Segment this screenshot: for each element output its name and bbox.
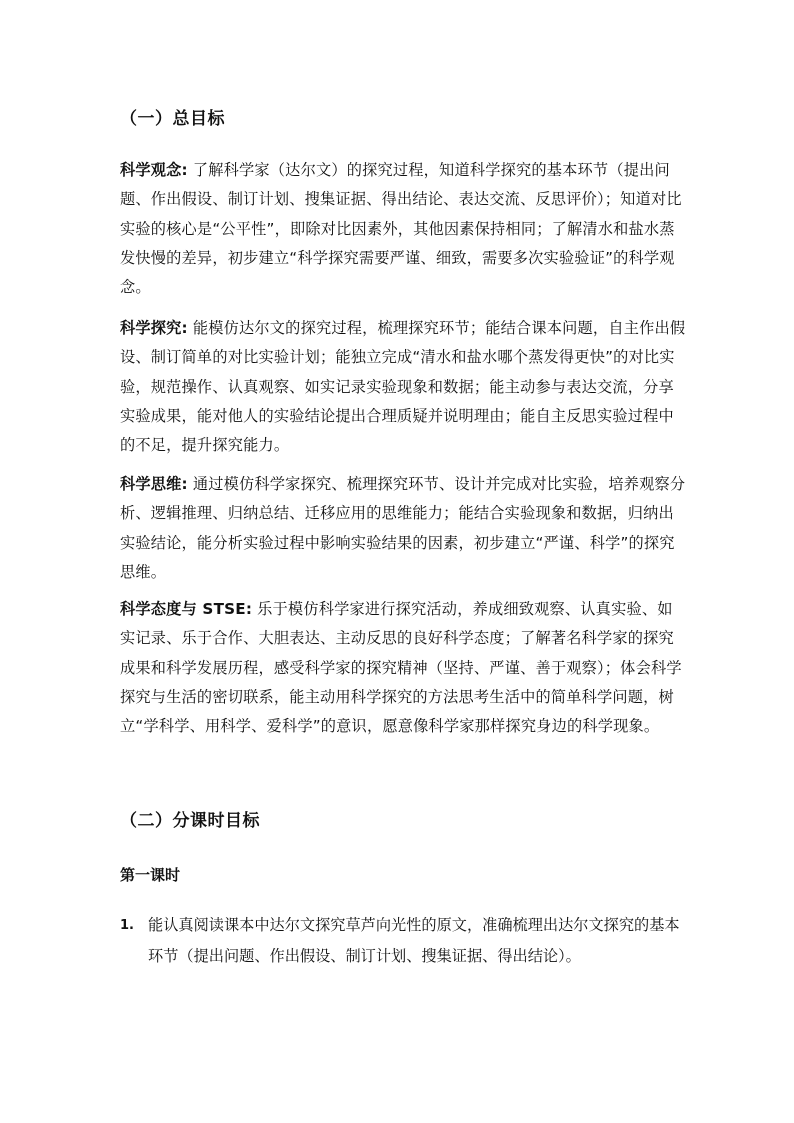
heading-overall-goal: （一）总目标 xyxy=(120,109,225,129)
section-text: 通过模仿科学家探究、梳理探究环节、设计并完成对比实验，培养观察分析、逻辑推理、归纳总结、迁移应用的思维能力；能结合实验现象和数据，归纳出实验结论，能分析实验过程中影响实验结果的因素，初步建立“严谨、科学”的探究思维。 xyxy=(120,475,686,581)
section-science-inquiry xyxy=(120,314,686,460)
list-item xyxy=(120,910,686,972)
section-label: 科学态度与 STSE: xyxy=(120,600,253,618)
section-science-thinking xyxy=(120,470,686,587)
section-text: 了解科学家（达尔文）的探究过程，知道科学探究的基本环节（提出问题、作出假设、制订计划、搜集证据、得出结论、表达交流、反思评价）；知道对比实验的核心是“公平性”，即除对比因素外，其他因素保持相同；了解清水和盐水蒸发快慢的差异，初步建立“科学探究需要严谨、细致，需要多次实验验证”的科学观念。 xyxy=(120,161,682,297)
section-attitude-stse xyxy=(120,595,686,741)
list-item-number: 1. xyxy=(120,918,134,933)
section-label: 科学思维: xyxy=(120,475,188,493)
list-item-text: 能认真阅读课本中达尔文探究草芦向光性的原文，准确梳理出达尔文探究的基本环节（提出问题、作出假设、制订计划、搜集证据、得出结论）。 xyxy=(148,916,680,965)
section-text: 乐于模仿科学家进行探究活动，养成细致观察、认真实验、如实记录、乐于合作、大胆表达、主动反思的良好科学态度；了解著名科学家的探究成果和科学发展历程，感受科学家的探究精神（坚持、严谨、善于观察）；体会科学探究与生活的密切联系，能主动用科学探究的方法思考生活中的简单科学问题，树立“学科学、用科学、爱科学”的意识，愿意像科学家那样探究身边的科学现象。 xyxy=(120,600,682,736)
section-science-concept xyxy=(120,156,686,302)
heading-lesson-goals: （二）分课时目标 xyxy=(120,811,260,831)
section-label: 科学探究: xyxy=(120,319,188,337)
lesson-title: 第一课时 xyxy=(120,866,181,884)
section-label: 科学观念: xyxy=(120,161,188,179)
section-text: 能模仿达尔文的探究过程，梳理探究环节；能结合课本问题，自主作出假设、制订简单的对比实验计划；能独立完成“清水和盐水哪个蒸发得更快”的对比实验，规范操作、认真观察、如实记录实验现象和数据；能主动参与表达交流，分享实验成果，能对他人的实验结论提出合理质疑并说明理由；能自主反思实验过程中的不足，提升探究能力。 xyxy=(120,319,686,455)
